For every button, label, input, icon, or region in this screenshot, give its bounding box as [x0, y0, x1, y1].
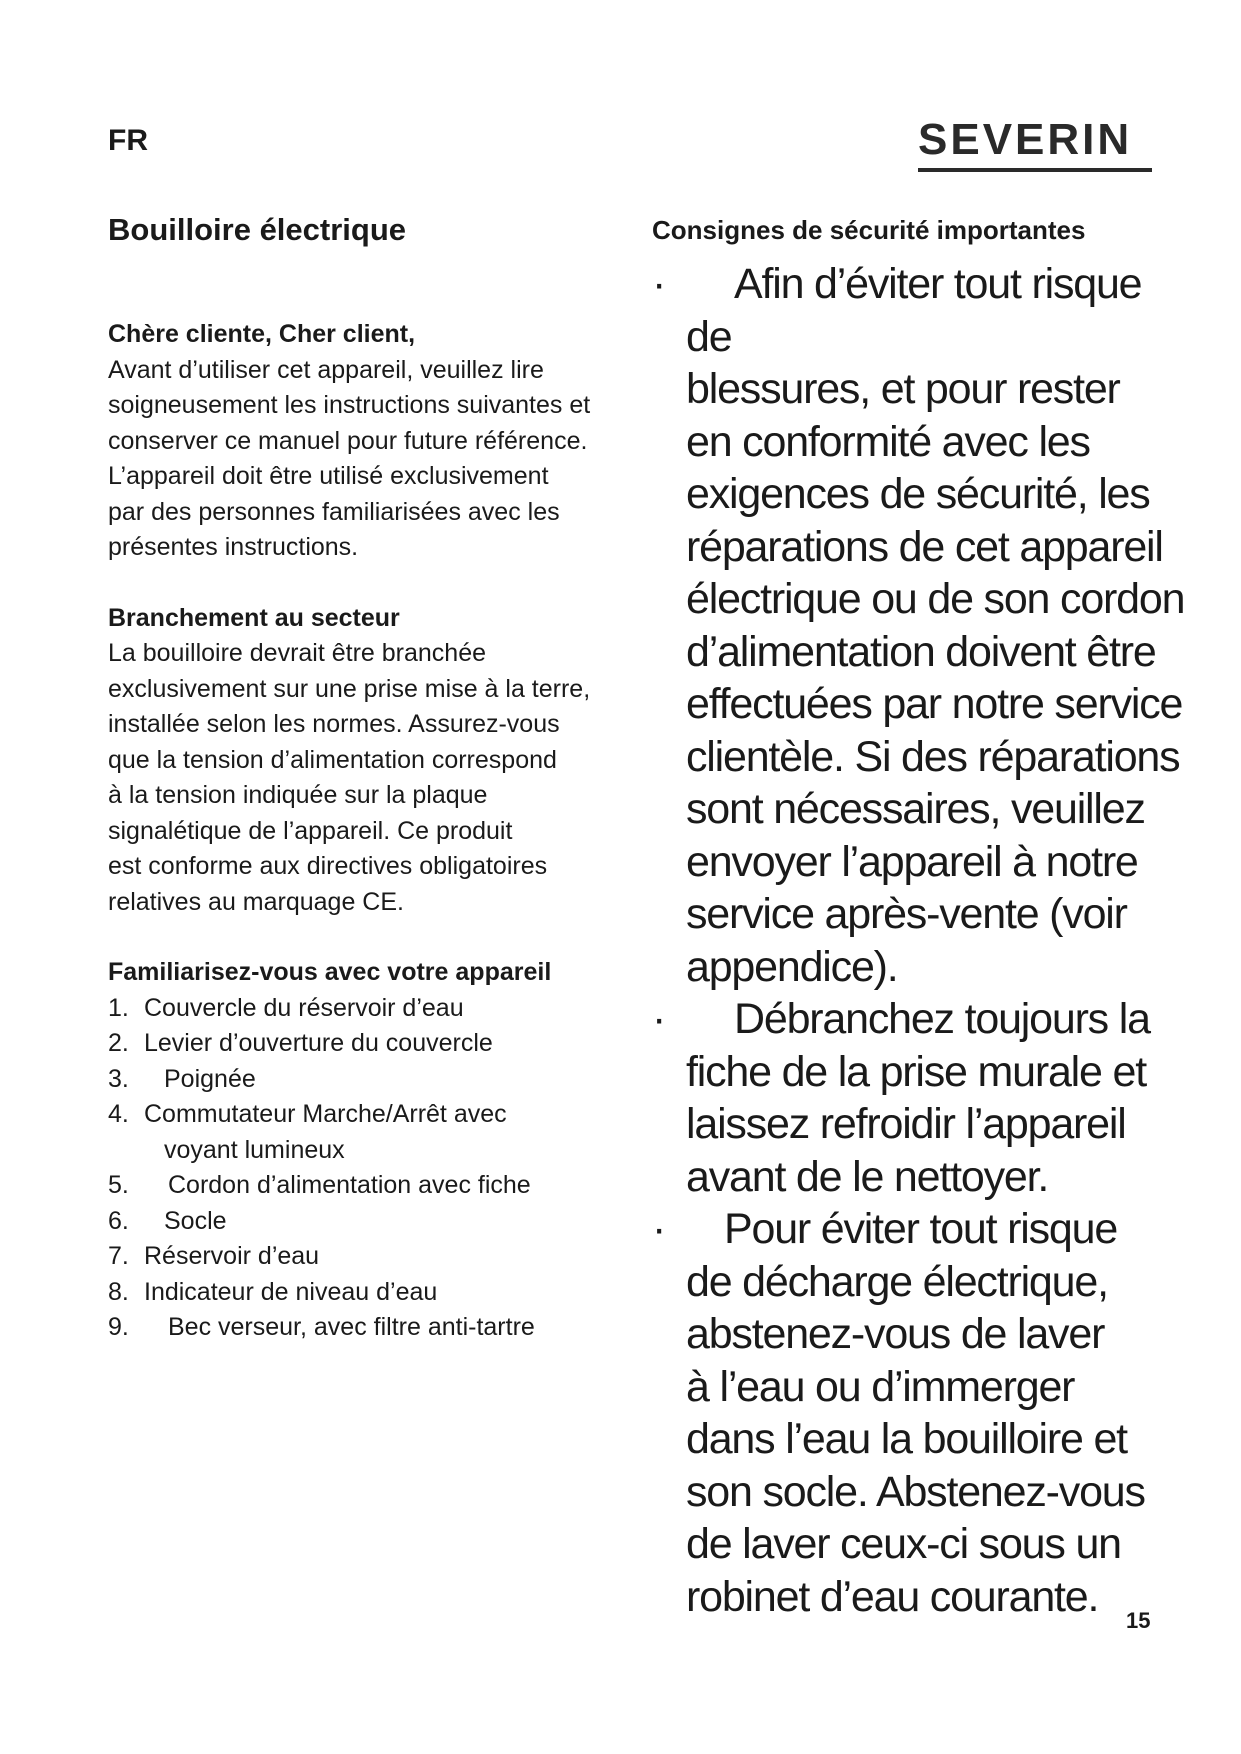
list-item — [108, 1310, 638, 1346]
safety-rule — [652, 258, 1192, 993]
item-text-line: Commutateur Marche/Arrêt avec — [144, 1100, 507, 1128]
list-item — [108, 1026, 638, 1062]
item-text: Réservoir d’eau — [144, 1242, 320, 1270]
rule-line: fiche de la prise murale et — [686, 1047, 1146, 1096]
page-number: 15 — [1126, 1608, 1151, 1633]
rule-line: clientèle. Si des réparations — [686, 732, 1180, 781]
rule-line: effectuées par notre service — [686, 680, 1183, 728]
greeting-line: conserver ce manuel pour future référence. — [108, 426, 588, 455]
greeting-line: par des personnes familiarisées avec les — [108, 497, 560, 526]
rule-line: de laver ceux-ci sous un — [686, 1520, 1121, 1568]
bullet-dot: · — [652, 1205, 666, 1253]
item-text: Socle — [164, 1206, 227, 1235]
greeting-line: L’appareil doit être utilisé exclusivement — [108, 462, 549, 490]
list-item — [108, 991, 638, 1027]
item-text: Couvercle du réservoir d’eau — [144, 993, 464, 1022]
rule-line: robinet d’eau courante. — [686, 1572, 1099, 1621]
mains-line: signalétique de l’appareil. Ce produit — [108, 816, 513, 845]
bullet-dot: · — [652, 995, 666, 1043]
item-number: 5. — [108, 1171, 129, 1199]
mains-line: La bouilloire devrait être branchée — [108, 639, 487, 667]
document-title: Bouilloire électrique — [108, 212, 407, 247]
safety-heading: Consignes de sécurité importantes — [652, 215, 1086, 245]
left-column — [108, 210, 638, 1346]
greeting-line: soigneusement les instructions suivantes et — [108, 391, 591, 419]
rule-line: de décharge électrique, — [686, 1257, 1108, 1306]
rule-line: service après-vente (voir — [686, 890, 1127, 938]
mains-section — [108, 601, 638, 921]
safety-rules — [652, 258, 1192, 1623]
rule-line: d’alimentation doivent être — [686, 627, 1156, 676]
item-number: 6. — [108, 1206, 129, 1235]
rule-line: dans l’eau la bouilloire et — [686, 1415, 1127, 1463]
item-text: Poignée — [164, 1064, 256, 1093]
rule-line: appendice). — [686, 942, 898, 991]
rule-line: Afin d’éviter tout risque de — [686, 260, 1142, 361]
rule-line: avant de le nettoyer. — [686, 1152, 1049, 1201]
greeting-line: présentes instructions. — [108, 533, 359, 561]
list-item — [108, 1239, 638, 1275]
item-number: 2. — [108, 1029, 129, 1057]
list-item — [108, 1097, 638, 1168]
rule-line: laissez refroidir l’appareil — [686, 1100, 1126, 1148]
rule-line: envoyer l’appareil à notre — [686, 837, 1138, 886]
rule-line: blessures, et pour rester — [686, 365, 1120, 413]
mains-line: relatives au marquage CE. — [108, 887, 404, 916]
item-number: 7. — [108, 1242, 129, 1270]
item-number: 9. — [108, 1313, 129, 1341]
list-item — [108, 1204, 638, 1240]
rule-line: électrique ou de son cordon — [686, 575, 1185, 623]
item-text: Levier d’ouverture du couvercle — [144, 1029, 493, 1057]
rule-line: à l’eau ou d’immerger — [686, 1362, 1075, 1411]
item-number: 1. — [108, 993, 129, 1022]
safety-rule — [652, 993, 1192, 1203]
item-number: 3. — [108, 1064, 129, 1093]
brand-underline — [918, 168, 1152, 172]
bullet-dot: · — [652, 260, 666, 308]
item-text: Bec verseur, avec filtre anti-tartre — [168, 1313, 535, 1341]
item-text: Indicateur de niveau d’eau — [144, 1277, 438, 1306]
brand-logo — [918, 115, 1152, 172]
rule-line: son socle. Abstenez-vous — [686, 1467, 1145, 1516]
item-number: 4. — [108, 1100, 129, 1128]
parts-list — [108, 991, 638, 1346]
rule-line: abstenez-vous de laver — [686, 1310, 1105, 1358]
mains-line: que la tension d’alimentation correspond — [108, 745, 557, 774]
mains-heading: Branchement au secteur — [108, 603, 400, 632]
mains-line: exclusivement sur une prise mise à la terre, — [108, 674, 591, 703]
language-code: FR — [108, 124, 148, 157]
greeting-section — [108, 317, 638, 566]
list-item — [108, 1062, 638, 1098]
mains-line: est conforme aux directives obligatoires — [108, 852, 548, 880]
rule-line: réparations de cet appareil — [686, 522, 1163, 571]
rule-line: Débranchez toujours la — [734, 995, 1150, 1043]
safety-rule — [652, 1203, 1192, 1623]
rule-line: Pour éviter tout risque — [724, 1205, 1118, 1253]
mains-line: installée selon les normes. Assurez-vous — [108, 710, 560, 738]
greeting-line: Avant d’utiliser cet appareil, veuillez lire — [108, 355, 544, 384]
item-text: Cordon d’alimentation avec fiche — [168, 1171, 531, 1199]
right-column — [652, 210, 1192, 1623]
parts-section — [108, 955, 638, 1346]
mains-line: à la tension indiquée sur la plaque — [108, 781, 488, 809]
rule-line: en conformité avec les — [686, 417, 1090, 466]
item-text — [144, 1097, 638, 1168]
list-item — [108, 1168, 638, 1204]
brand-name: SEVERIN — [918, 115, 1133, 164]
parts-heading: Familiarisez-vous avec votre appareil — [108, 958, 552, 986]
greeting-heading: Chère cliente, Cher client, — [108, 320, 416, 348]
list-item — [108, 1275, 638, 1311]
rule-line: exigences de sécurité, les — [686, 470, 1150, 518]
item-text-line: voyant lumineux — [164, 1135, 345, 1164]
item-number: 8. — [108, 1277, 129, 1306]
rule-line: sont nécessaires, veuillez — [686, 785, 1145, 833]
